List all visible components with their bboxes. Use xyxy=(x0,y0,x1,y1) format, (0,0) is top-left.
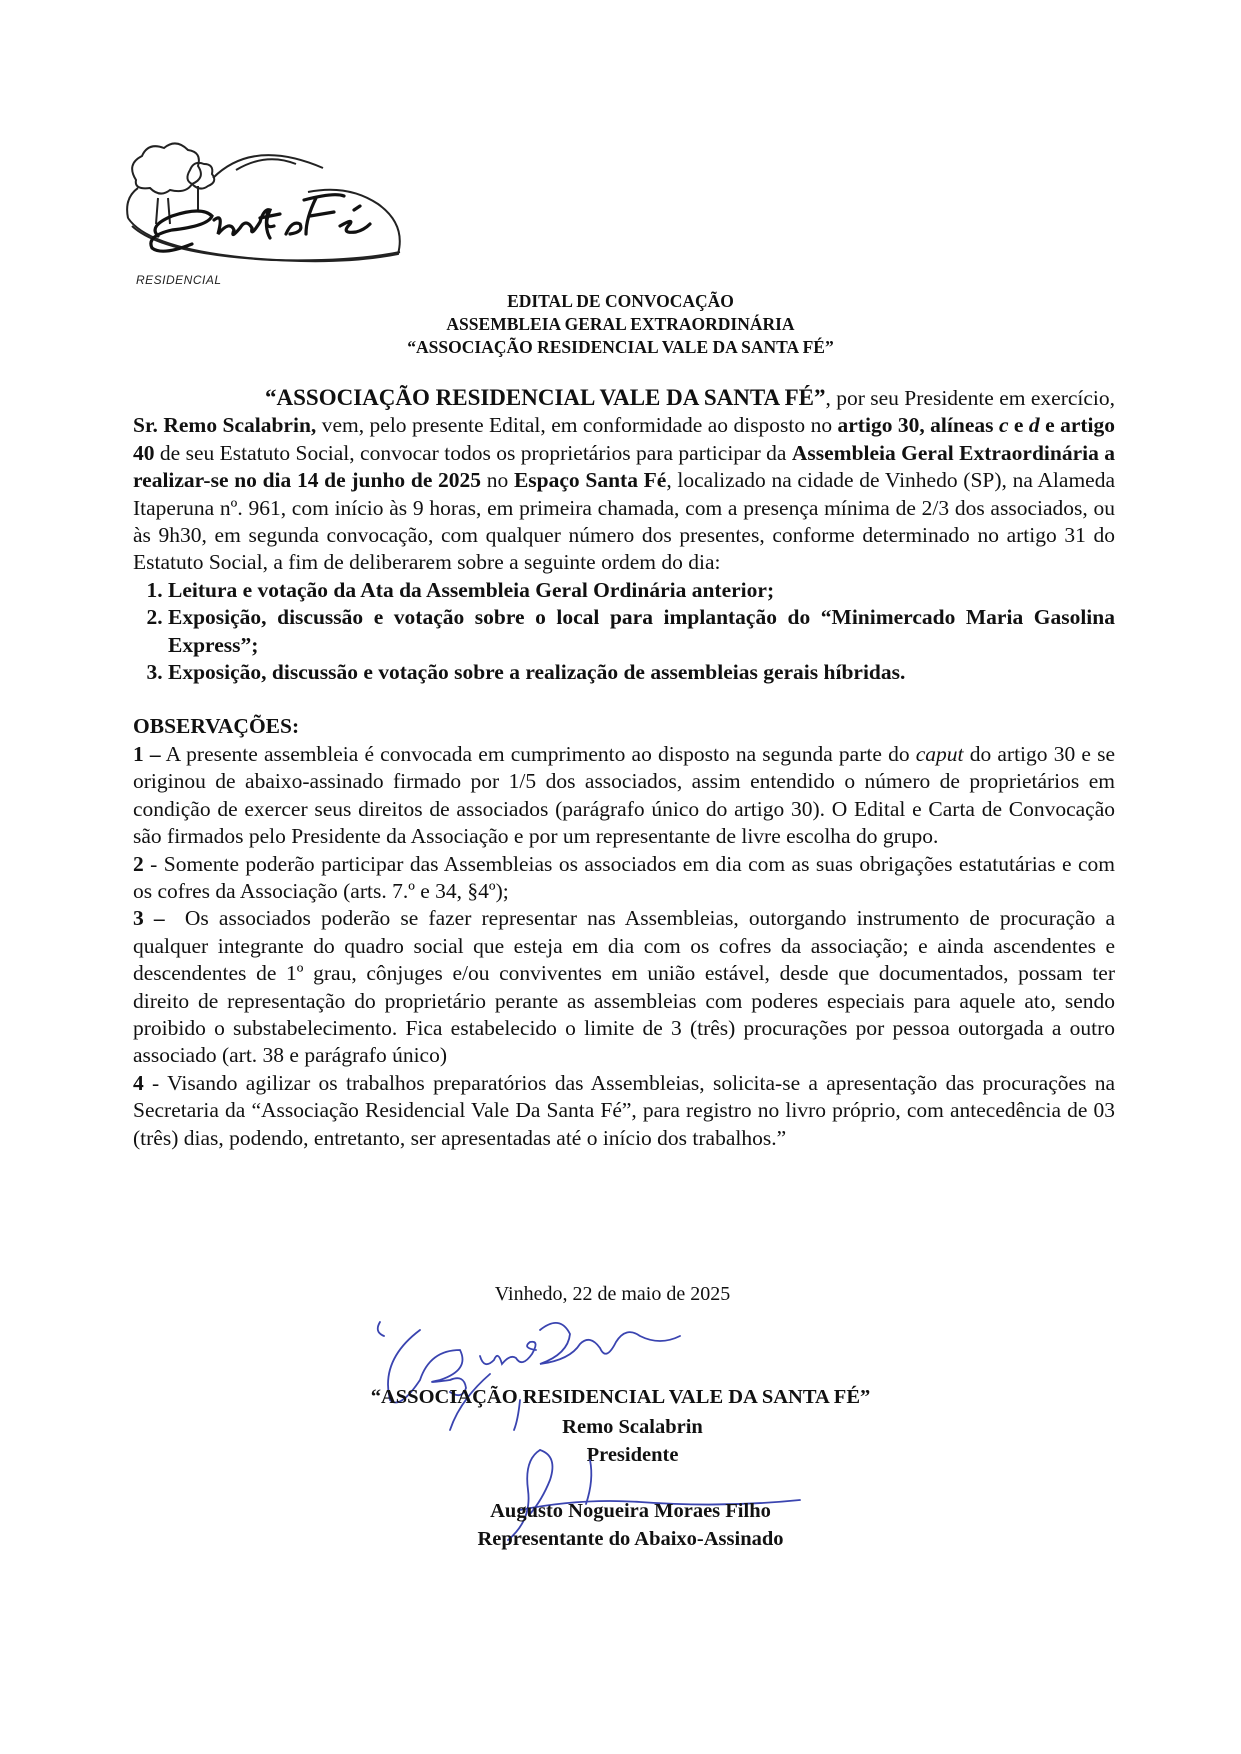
agenda-item: 1. Leitura e votação da Ata da Assembleia Geral Ordinária anterior; xyxy=(168,577,1115,604)
observation-1: 1 – A presente assembleia é convocada em cumprimento ao disposto na segunda parte do caput do artigo 30 e se originou de abaixo-assinado firmado por 1/5 dos associados, assim entendido o número de proprietários em condição de exercer seus direitos de associados (parágrafo único do artigo 30). O Edital e Carta de Convocação são firmados pelo Presidente da Associação e por um representante de livre escolha do grupo. xyxy=(133,741,1115,849)
logo-caption: RESIDENCIAL xyxy=(136,273,222,287)
president-name: Remo Scalabrin xyxy=(562,1416,703,1438)
agenda-list xyxy=(133,577,1115,687)
santa-fe-logo-icon xyxy=(118,140,408,290)
header-association: “ASSOCIAÇÃO RESIDENCIAL VALE DA SANTA FÉ” xyxy=(407,337,834,357)
document-body xyxy=(133,384,1121,1152)
agenda-item: 3. Exposição, discussão e votação sobre a realização de assembleias gerais híbridas. xyxy=(168,659,1115,686)
header-subtitle: ASSEMBLEIA GERAL EXTRAORDINÁRIA xyxy=(446,314,795,334)
agenda-item: 2. Exposição, discussão e votação sobre o local para implantação do “Minimercado Maria Gasolina Express”; xyxy=(168,604,1115,659)
observation-2: 2 - Somente poderão participar das Assembleias os associados em dia com as suas obrigações estatutárias e com os cofres da Associação (arts. 7.º e 34, §4º); xyxy=(133,851,1115,903)
observation-4: 4 - Visando agilizar os trabalhos preparatórios das Assembleias, solicita-se a apresentação das procurações na Secretaria da “Associação Residencial Vale Da Santa Fé”, para registro no livro próprio, com antecedência de 03 (três) dias, podendo, entretanto, ser apresentadas até o início dos trabalhos.” xyxy=(133,1070,1115,1150)
observation-3: 3 – Os associados poderão se fazer representar nas Assembleias, outorgando instrumento de procuração a qualquer integrante do quadro social que esteja em dia com os cofres da associação; e ainda ascendentes e descendentes de 1º grau, cônjuges e/ou conviventes em união estável, desde que documentados, possam ter direito de representação do proprietário perante as assembleias com poderes especiais para aquele ato, sendo proibido o substabelecimento. Fica estabelecido o limite de 3 (três) procurações por pessoa outorgada a outro associado (art. 38 e parágrafo único) xyxy=(133,906,1121,1068)
observations-title: OBSERVAÇÕES: xyxy=(133,714,300,739)
closing-date: Vinhedo, 22 de maio de 2025 xyxy=(494,1283,731,1305)
president-role: Presidente xyxy=(586,1444,679,1466)
intro-paragraph: “ASSOCIAÇÃO RESIDENCIAL VALE DA SANTA FÉ”, por seu Presidente em exercício, Sr. Remo Scalabrin, vem, pelo presente Edital, em conformidade ao disposto no artigo 30, alíneas c e d e artigo 40 de seu Estatuto Social, convocar todos os proprietários para participar da Assembleia Geral Extraordinária a realizar-se no dia 14 de junho de 2025 no Espaço Santa Fé, localizado na cidade de Vinhedo (SP), na Alameda Itaperuna nº. 961, com início às 9 horas, em primeira chamada, com a presença mínima de 2/3 dos associados, ou às 9h30, em segunda convocação, com qualquer número dos presentes, conforme determinado no artigo 31 do Estatuto Social, a fim de deliberarem sobre a seguinte ordem do dia: xyxy=(133,385,1116,575)
association-signature-line: “ASSOCIAÇÃO RESIDENCIAL VALE DA SANTA FÉ” xyxy=(370,1386,871,1408)
representative-name: Augusto Nogueira Moraes Filho xyxy=(490,1500,771,1522)
document-header xyxy=(0,290,1241,359)
representative-role: Representante do Abaixo-Assinado xyxy=(477,1528,784,1550)
header-title: EDITAL DE CONVOCAÇÃO xyxy=(507,291,734,311)
